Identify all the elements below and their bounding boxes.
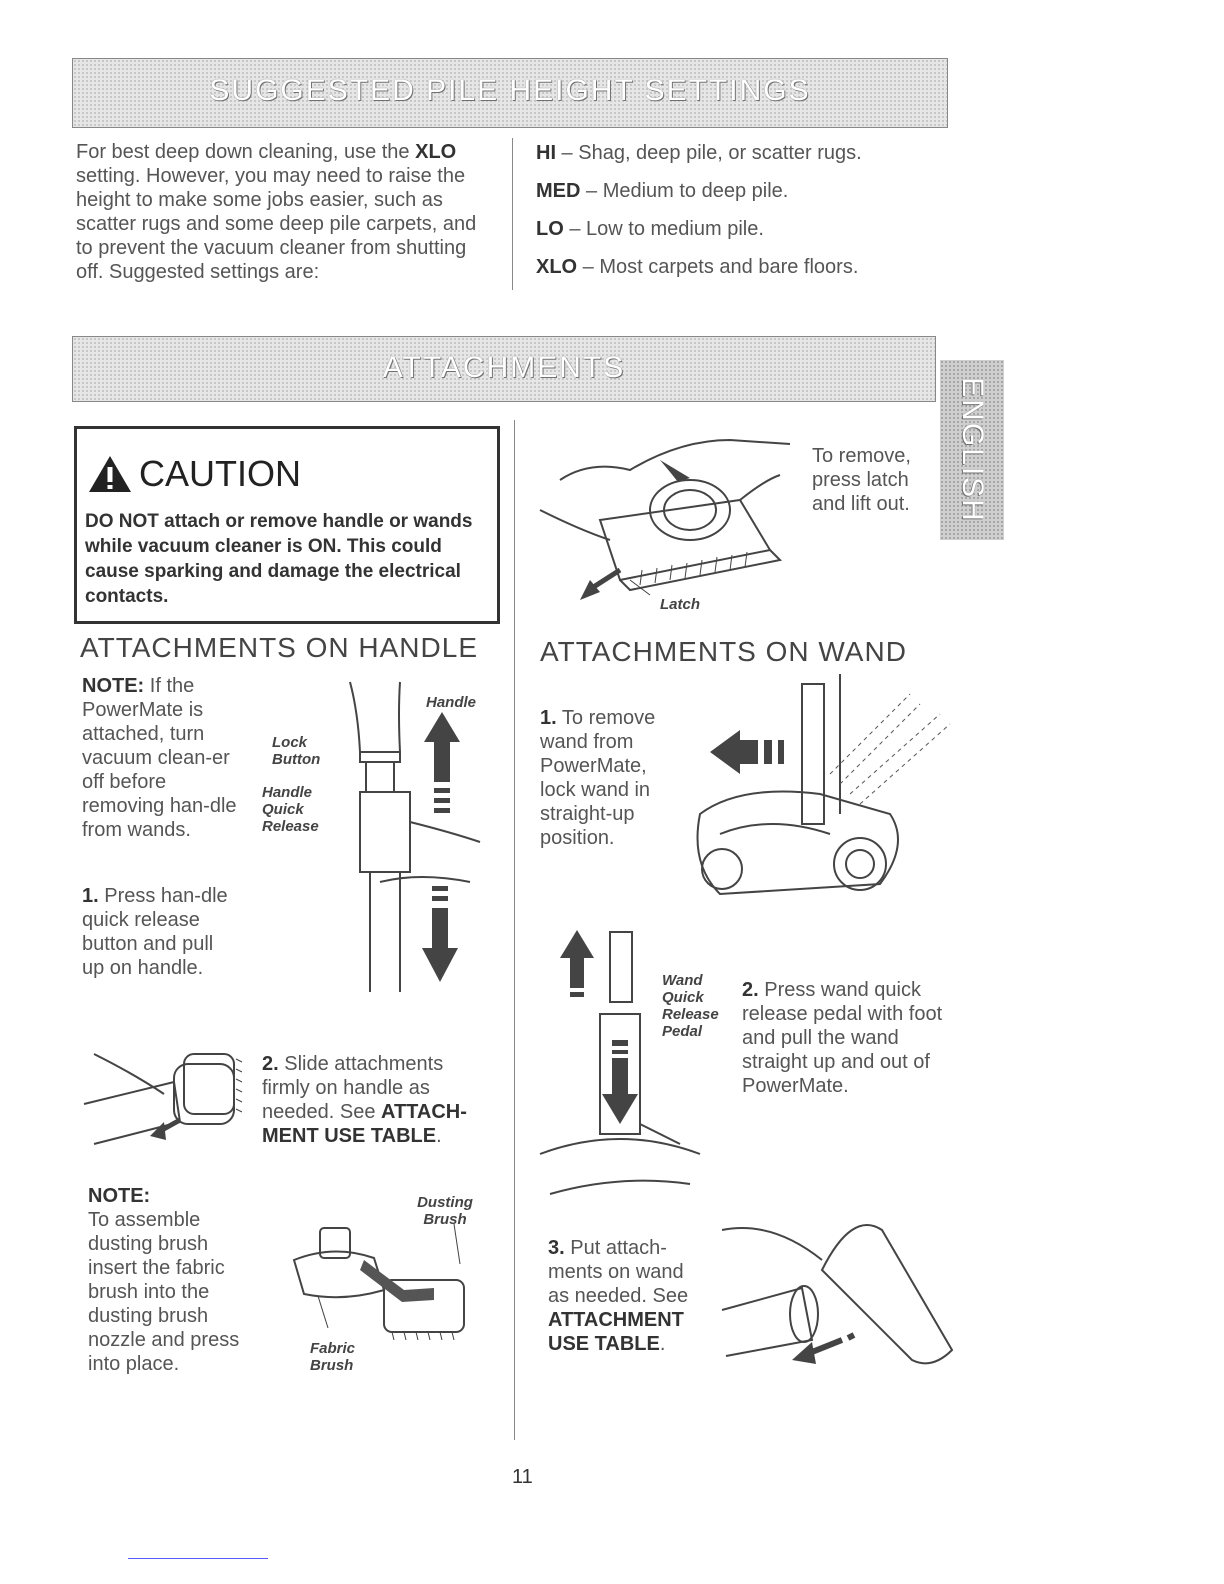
attachments-on-wand-heading: ATTACHMENTS ON WAND <box>540 636 907 667</box>
pile-intro-post: setting. However, you may need to raise the height to make some jobs easier, such as scatter rugs and some deep pile carpets, and to prevent the vacuum cleaner from shutting off. Suggested settings are: <box>76 165 477 283</box>
attachments-divider <box>514 420 515 1440</box>
caution-title: CAUTION <box>139 453 301 494</box>
wand-step-2-num: 2. <box>742 979 759 1001</box>
wand-step-1 <box>540 706 670 850</box>
setting-xlo-desc: – Most carpets and bare floors. <box>577 256 859 278</box>
language-tab-label: ENGLISH <box>956 377 989 523</box>
wand-step-3-text: Put attach-ments on wand as needed. See <box>548 1237 689 1307</box>
dusting-note-label: NOTE: <box>88 1185 151 1207</box>
setting-med-desc: – Medium to deep pile. <box>580 180 789 202</box>
powermate-wand-illustration <box>680 664 960 904</box>
handle-step-1-text: Press han-dle quick release button and pull up on handle. <box>82 885 228 979</box>
handle-step-2-bold: ATTACH-MENT USE TABLE <box>262 1101 467 1147</box>
dusting-brush-note <box>88 1184 258 1376</box>
quick-release-label: Handle Quick Release <box>262 784 319 835</box>
setting-hi <box>536 134 916 172</box>
handle-step-2-num: 2. <box>262 1053 279 1075</box>
pile-height-banner <box>72 58 948 128</box>
slide-attachment-illustration <box>84 1024 254 1154</box>
wand-step-2-text: Press wand quick release pedal with foot and pull the wand straight up and out of PowerMate. <box>742 979 943 1097</box>
latch-instruction: To remove, press latch and lift out. <box>812 445 911 515</box>
handle-release-illustration <box>330 672 500 992</box>
pile-height-title: SUGGESTED PILE HEIGHT SETTINGS <box>209 74 811 107</box>
setting-med <box>536 172 916 210</box>
pile-settings-list <box>536 134 916 286</box>
caution-box <box>74 426 500 624</box>
setting-xlo <box>536 248 916 286</box>
wand-pedal-illustration <box>540 924 710 1210</box>
setting-med-key: MED <box>536 180 581 202</box>
pile-divider <box>512 138 513 290</box>
setting-hi-desc: – Shag, deep pile, or scatter rugs. <box>556 142 862 164</box>
wand-step-1-num: 1. <box>540 707 557 729</box>
warning-triangle-icon <box>87 454 133 494</box>
handle-step-2-end: . <box>436 1125 442 1147</box>
setting-lo-desc: – Low to medium pile. <box>563 218 764 240</box>
pile-intro-pre: For best deep down cleaning, use the <box>76 141 416 163</box>
wand-step-3-end: . <box>659 1333 666 1355</box>
pile-intro <box>76 140 486 284</box>
lock-button-label: Lock Button <box>272 734 321 768</box>
wand-step-3-num: 3. <box>548 1237 565 1259</box>
attachments-banner <box>72 336 936 402</box>
wand-step-1-text: To remove wand from PowerMate, lock wand in straight-up position. <box>540 707 656 849</box>
handle-note-text: If the PowerMate is attached, turn vacuum clean-er off before removing han-dle from wands. <box>82 675 237 841</box>
fabric-brush-label: Fabric Brush <box>310 1340 356 1374</box>
language-tab <box>940 360 1004 540</box>
dusting-brush-label: Dusting Brush <box>417 1194 473 1228</box>
pile-intro-bold: XLO <box>415 141 457 163</box>
wand-attachment-illustration <box>712 1200 962 1380</box>
handle-step-1 <box>82 884 232 980</box>
handle-step-2-text: Slide attachments firmly on handle as needed. See <box>262 1053 444 1123</box>
bottom-rule <box>128 1558 268 1559</box>
handle-label: Handle <box>426 694 477 711</box>
setting-lo <box>536 210 916 248</box>
caution-body: DO NOT attach or remove handle or wands while vacuum cleaner is ON. This could cause sparking and damage the electrical contacts. <box>85 511 473 607</box>
attachments-on-handle-heading: ATTACHMENTS ON HANDLE <box>80 632 478 663</box>
powermate-latch-illustration <box>530 420 820 620</box>
handle-step-1-num: 1. <box>82 885 99 907</box>
latch-label: Latch <box>660 596 701 613</box>
wand-step-3 <box>548 1236 698 1356</box>
caution-heading <box>87 453 301 495</box>
attachments-title: ATTACHMENTS <box>382 351 626 384</box>
handle-note <box>82 674 242 842</box>
setting-hi-key: HI <box>536 142 556 164</box>
handle-step-2 <box>262 1052 482 1148</box>
handle-note-label: NOTE: <box>82 675 145 697</box>
dusting-brush-illustration <box>284 1220 484 1350</box>
wand-pedal-label: Wand Quick Release Pedal <box>662 972 719 1040</box>
setting-lo-key: LO <box>536 218 564 240</box>
dusting-note-text: To assemble dusting brush insert the fabric brush into the dusting brush nozzle and press into place. <box>88 1209 240 1375</box>
wand-step-2 <box>742 978 962 1098</box>
page-number: 11 <box>512 1466 533 1488</box>
wand-step-3-bold: ATTACHMENT USE TABLE <box>548 1309 684 1355</box>
setting-xlo-key: XLO <box>536 256 578 278</box>
